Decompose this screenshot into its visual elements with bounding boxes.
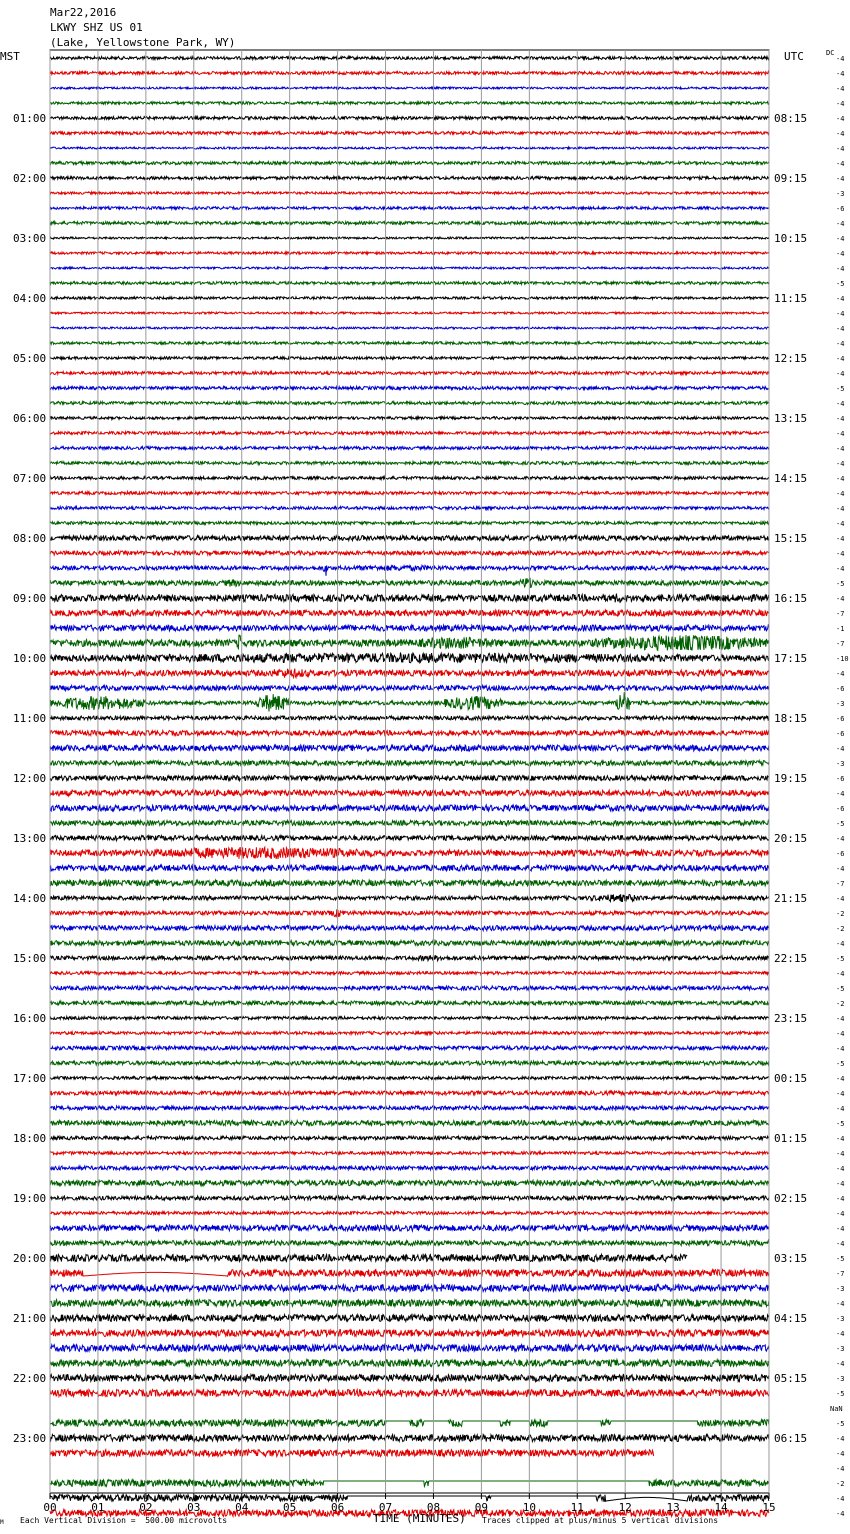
- right-hour-label: 11:15: [774, 292, 808, 305]
- dc-value: -3: [836, 1315, 845, 1323]
- trace-line: [50, 776, 769, 781]
- trace-line: [50, 1285, 769, 1292]
- left-hour-label: 12:00: [13, 772, 47, 785]
- trace-line: [50, 1420, 769, 1427]
- trace-line: [50, 177, 769, 180]
- left-hour-label: 05:00: [13, 352, 47, 365]
- right-hour-label: 22:15: [774, 952, 808, 965]
- trace-line: [50, 1001, 769, 1005]
- trace-group: [50, 57, 769, 1517]
- dc-value: -6: [836, 205, 845, 213]
- trace-line: [50, 492, 769, 495]
- left-hour-label: 01:00: [13, 112, 47, 125]
- trace-line: [50, 87, 769, 89]
- dc-value: -4: [836, 160, 845, 168]
- trace-line: [50, 507, 769, 510]
- dc-value: -4: [836, 970, 845, 978]
- dc-label: DC: [826, 49, 835, 57]
- dc-value: -4: [836, 595, 845, 603]
- trace-line: [50, 297, 769, 299]
- dc-value: -4: [836, 490, 845, 498]
- dc-value: -4: [836, 355, 845, 363]
- dc-value: -6: [836, 685, 845, 693]
- dc-value: -7: [836, 640, 845, 648]
- trace-line: [50, 432, 769, 435]
- dc-value: -6: [836, 775, 845, 783]
- x-tick-label: 14: [714, 1501, 728, 1514]
- right-hour-label: 00:15: [774, 1072, 808, 1085]
- trace-line: [50, 610, 769, 616]
- right-hour-label: 04:15: [774, 1312, 808, 1325]
- dc-value: -4: [836, 1240, 845, 1248]
- trace-line: [50, 1212, 769, 1215]
- left-hour-label: 23:00: [13, 1432, 47, 1445]
- dc-value: -2: [836, 1000, 845, 1008]
- left-hour-label: 07:00: [13, 472, 47, 485]
- dc-value: -4: [836, 1150, 845, 1158]
- x-tick-label: 11: [570, 1501, 584, 1514]
- left-hour-label: 19:00: [13, 1192, 47, 1205]
- x-axis-label: TIME (MINUTES): [373, 1512, 466, 1525]
- dc-value: -5: [836, 985, 845, 993]
- trace-line: [50, 986, 769, 990]
- dc-value: NaN: [830, 1405, 843, 1413]
- trace-line: [50, 402, 769, 405]
- dc-value: -4: [836, 1210, 845, 1218]
- left-hour-label: 21:00: [13, 1312, 47, 1325]
- dc-value: -4: [836, 565, 845, 573]
- x-tick-label: 13: [666, 1501, 680, 1514]
- right-hour-label: 02:15: [774, 1192, 808, 1205]
- trace-line: [50, 880, 769, 886]
- trace-line: [50, 805, 769, 811]
- right-hour-label: 03:15: [774, 1252, 808, 1265]
- dc-value: -2: [836, 910, 845, 918]
- trace-line: [50, 1136, 769, 1140]
- dc-value: -4: [836, 1090, 845, 1098]
- trace-line: [50, 522, 769, 525]
- trace-line: [50, 836, 769, 841]
- left-timezone-label: MST: [0, 50, 20, 63]
- dc-value: -4: [836, 100, 845, 108]
- x-tick-label: 09: [474, 1501, 489, 1514]
- trace-line: [50, 342, 769, 345]
- dc-value: -4: [836, 1075, 845, 1083]
- left-hour-label: 15:00: [13, 952, 47, 965]
- dc-value: -10: [836, 655, 849, 663]
- trace-line: [50, 192, 769, 194]
- trace-line: [50, 1270, 769, 1277]
- trace-line: [50, 1315, 769, 1322]
- dc-value: -5: [836, 820, 845, 828]
- right-hour-label: 10:15: [774, 232, 808, 245]
- trace-line: [50, 653, 769, 663]
- trace-line: [50, 1032, 769, 1035]
- x-tick-label: 10: [522, 1501, 536, 1514]
- dc-value: -3: [836, 1375, 845, 1383]
- x-tick-label: 01: [91, 1501, 105, 1514]
- x-tick-label: 03: [187, 1501, 201, 1514]
- dc-value: -4: [836, 835, 845, 843]
- x-tick-label: 00: [43, 1501, 57, 1514]
- trace-line: [50, 386, 769, 389]
- station-code: LKWY SHZ US 01: [50, 21, 143, 34]
- dc-value: -2: [836, 1480, 845, 1488]
- trace-line: [50, 669, 769, 678]
- dc-value: -4: [836, 790, 845, 798]
- trace-line: [50, 551, 769, 555]
- left-hour-label: 14:00: [13, 892, 47, 905]
- trace-line: [50, 1196, 769, 1200]
- dc-value: -7: [836, 610, 845, 618]
- dc-value: -4: [836, 1495, 845, 1503]
- chart-date: Mar22,2016: [50, 6, 117, 19]
- footer-mark: M: [0, 1519, 4, 1526]
- trace-line: [50, 1390, 769, 1397]
- trace-line: [50, 1017, 769, 1020]
- trace-line: [50, 686, 769, 691]
- dc-value: -4: [836, 1180, 845, 1188]
- dc-value: -4: [836, 1195, 845, 1203]
- dc-value: -4: [836, 445, 845, 453]
- dc-value: -6: [836, 850, 845, 858]
- dc-value: -3: [836, 190, 845, 198]
- dc-value: -5: [836, 955, 845, 963]
- left-hour-label: 03:00: [13, 232, 47, 245]
- trace-line: [50, 594, 769, 603]
- trace-line: [50, 1450, 654, 1457]
- right-hour-label: 08:15: [774, 112, 808, 125]
- dc-value: -4: [836, 175, 845, 183]
- dc-value: -5: [836, 1390, 845, 1398]
- trace-line: [50, 926, 769, 931]
- dc-value: -4: [836, 1360, 845, 1368]
- right-hour-label: 18:15: [774, 712, 808, 725]
- trace-line: [50, 865, 769, 871]
- dc-value: -5: [836, 1060, 845, 1068]
- dc-value: -6: [836, 715, 845, 723]
- dc-value: -4: [836, 895, 845, 903]
- trace-line: [50, 536, 769, 541]
- trace-line: [50, 1300, 769, 1307]
- trace-line: [50, 1166, 769, 1170]
- dc-value: -4: [836, 85, 845, 93]
- dc-value: -4: [836, 340, 845, 348]
- dc-value: -4: [836, 1105, 845, 1113]
- dc-value: -4: [836, 220, 845, 228]
- trace-line: [50, 1152, 769, 1155]
- trace-line: [50, 941, 769, 946]
- trace-line: [50, 1435, 769, 1442]
- right-hour-label: 21:15: [774, 892, 808, 905]
- right-timezone-label: UTC: [784, 50, 804, 63]
- trace-line: [50, 417, 769, 420]
- dc-value: -4: [836, 415, 845, 423]
- dc-value: -4: [836, 130, 845, 138]
- scale-note: Each Vertical Division = 500.00 microvolts: [20, 1516, 228, 1525]
- trace-line: [50, 252, 769, 254]
- dc-value: -6: [836, 730, 845, 738]
- dc-value: -4: [836, 1465, 845, 1473]
- left-hour-label: 02:00: [13, 172, 47, 185]
- x-tick-label: 08: [426, 1501, 441, 1514]
- dc-value: -4: [836, 745, 845, 753]
- right-hour-label: 20:15: [774, 832, 808, 845]
- trace-line: [50, 1091, 769, 1095]
- trace-line: [50, 1360, 769, 1367]
- dc-value: -4: [836, 1510, 845, 1518]
- trace-line: [50, 578, 769, 588]
- trace-line: [50, 132, 769, 135]
- right-hour-label: 05:15: [774, 1372, 808, 1385]
- dc-value: -4: [836, 1015, 845, 1023]
- trace-line: [50, 731, 769, 736]
- left-hour-label: 13:00: [13, 832, 47, 845]
- dc-value: -4: [836, 550, 845, 558]
- left-hour-label: 11:00: [13, 712, 47, 725]
- dc-value: -4: [836, 70, 845, 78]
- trace-line: [50, 282, 769, 285]
- dc-value: -4: [836, 115, 845, 123]
- dc-value: -4: [836, 265, 845, 273]
- dc-value: -5: [836, 1120, 845, 1128]
- dc-value: -4: [836, 1135, 845, 1143]
- dc-value: -4: [836, 1300, 845, 1308]
- dc-value: -4: [836, 1225, 845, 1233]
- right-hour-label: 06:15: [774, 1432, 808, 1445]
- x-tick-label: 12: [618, 1501, 632, 1514]
- dc-value: -4: [836, 235, 845, 243]
- trace-line: [50, 207, 769, 210]
- dc-value: -5: [836, 580, 845, 588]
- right-hour-label: 23:15: [774, 1012, 808, 1025]
- dc-value: -4: [836, 1435, 845, 1443]
- dc-value: -4: [836, 535, 845, 543]
- trace-line: [50, 447, 769, 450]
- label-group: [13, 55, 849, 1518]
- trace-line: [50, 57, 769, 60]
- trace-line: [50, 327, 769, 329]
- dc-value: -4: [836, 430, 845, 438]
- left-hour-label: 17:00: [13, 1072, 47, 1085]
- trace-line: [50, 117, 769, 120]
- dc-value: -4: [836, 1450, 845, 1458]
- dc-value: -4: [836, 145, 845, 153]
- trace-line: [50, 147, 769, 149]
- trace-line: [50, 565, 769, 576]
- dc-value: -4: [836, 520, 845, 528]
- dc-value: -4: [836, 55, 845, 63]
- right-hour-label: 14:15: [774, 472, 808, 485]
- left-hour-label: 09:00: [13, 592, 47, 605]
- dc-value: -4: [836, 460, 845, 468]
- clip-note: Traces clipped at plus/minus 5 vertical divisions: [482, 1516, 719, 1525]
- left-hour-label: 08:00: [13, 532, 47, 545]
- dc-value: -3: [836, 1345, 845, 1353]
- trace-line: [50, 267, 769, 269]
- trace-line: [50, 716, 769, 720]
- left-hour-label: 10:00: [13, 652, 47, 665]
- trace-line: [50, 1495, 769, 1502]
- dc-value: -7: [836, 1270, 845, 1278]
- trace-line: [50, 72, 769, 75]
- right-hour-label: 15:15: [774, 532, 808, 545]
- right-hour-label: 13:15: [774, 412, 808, 425]
- dc-value: -4: [836, 1330, 845, 1338]
- trace-line: [50, 1241, 769, 1246]
- left-hour-label: 06:00: [13, 412, 47, 425]
- trace-line: [50, 372, 769, 375]
- dc-value: -4: [836, 940, 845, 948]
- dc-value: -4: [836, 475, 845, 483]
- dc-value: -4: [836, 1045, 845, 1053]
- dc-value: -4: [836, 865, 845, 873]
- trace-line: [50, 1077, 769, 1080]
- trace-line: [50, 1121, 769, 1126]
- dc-value: -4: [836, 1165, 845, 1173]
- dc-value: -4: [836, 400, 845, 408]
- trace-line: [50, 635, 769, 651]
- dc-value: -5: [836, 1420, 845, 1428]
- dc-value: -4: [836, 325, 845, 333]
- right-hour-label: 17:15: [774, 652, 808, 665]
- right-hour-label: 16:15: [774, 592, 808, 605]
- dc-value: -1: [836, 625, 845, 633]
- trace-line: [50, 312, 769, 314]
- trace-line: [50, 162, 769, 165]
- dc-value: -5: [836, 385, 845, 393]
- trace-line: [50, 1375, 769, 1382]
- trace-line: [50, 625, 769, 631]
- trace-line: [50, 1061, 769, 1065]
- trace-line: [50, 477, 769, 480]
- left-hour-label: 18:00: [13, 1132, 47, 1145]
- x-tick-label: 04: [235, 1501, 249, 1514]
- dc-value: -4: [836, 310, 845, 318]
- trace-line: [50, 237, 769, 239]
- trace-line: [50, 821, 769, 826]
- x-tick-label: 06: [330, 1501, 345, 1514]
- x-tick-label: 05: [283, 1501, 297, 1514]
- dc-value: -4: [836, 295, 845, 303]
- trace-line: [50, 1046, 769, 1050]
- dc-value: -4: [836, 505, 845, 513]
- x-tick-label: 15: [762, 1501, 776, 1514]
- trace-line: [50, 222, 769, 225]
- dc-value: -6: [836, 805, 845, 813]
- right-hour-label: 12:15: [774, 352, 808, 365]
- trace-line: [50, 1480, 769, 1487]
- trace-line: [50, 1330, 769, 1337]
- trace-line: [50, 1225, 769, 1231]
- left-hour-label: 16:00: [13, 1012, 47, 1025]
- right-hour-label: 01:15: [774, 1132, 808, 1145]
- dc-value: -3: [836, 700, 845, 708]
- trace-line: [50, 462, 769, 465]
- trace-line: [50, 790, 769, 796]
- left-hour-label: 22:00: [13, 1372, 47, 1385]
- trace-line: [50, 1180, 769, 1186]
- trace-line: [50, 1345, 769, 1352]
- trace-line: [50, 745, 769, 751]
- right-hour-label: 19:15: [774, 772, 808, 785]
- dc-value: -5: [836, 280, 845, 288]
- dc-value: -4: [836, 670, 845, 678]
- dc-value: -7: [836, 880, 845, 888]
- trace-line: [50, 357, 769, 360]
- left-hour-label: 20:00: [13, 1252, 47, 1265]
- trace-line: [50, 761, 769, 766]
- left-hour-label: 04:00: [13, 292, 47, 305]
- trace-line: [50, 102, 769, 105]
- trace-line: [50, 955, 769, 961]
- dc-value: -2: [836, 925, 845, 933]
- dc-value: -4: [836, 1030, 845, 1038]
- station-location: (Lake, Yellowstone Park, WY): [50, 36, 236, 49]
- trace-line: [50, 692, 769, 711]
- trace-line: [50, 1106, 769, 1110]
- trace-line: [50, 894, 769, 902]
- dc-value: -4: [836, 370, 845, 378]
- dc-value: -5: [836, 1255, 845, 1263]
- right-hour-label: 09:15: [774, 172, 808, 185]
- dc-value: -4: [836, 250, 845, 258]
- trace-line: [50, 972, 769, 975]
- x-tick-label: 02: [139, 1501, 153, 1514]
- trace-line: [50, 847, 769, 859]
- x-tick-label: 07: [378, 1501, 393, 1514]
- trace-line: [50, 909, 769, 917]
- dc-value: -3: [836, 760, 845, 768]
- dc-value: -3: [836, 1285, 845, 1293]
